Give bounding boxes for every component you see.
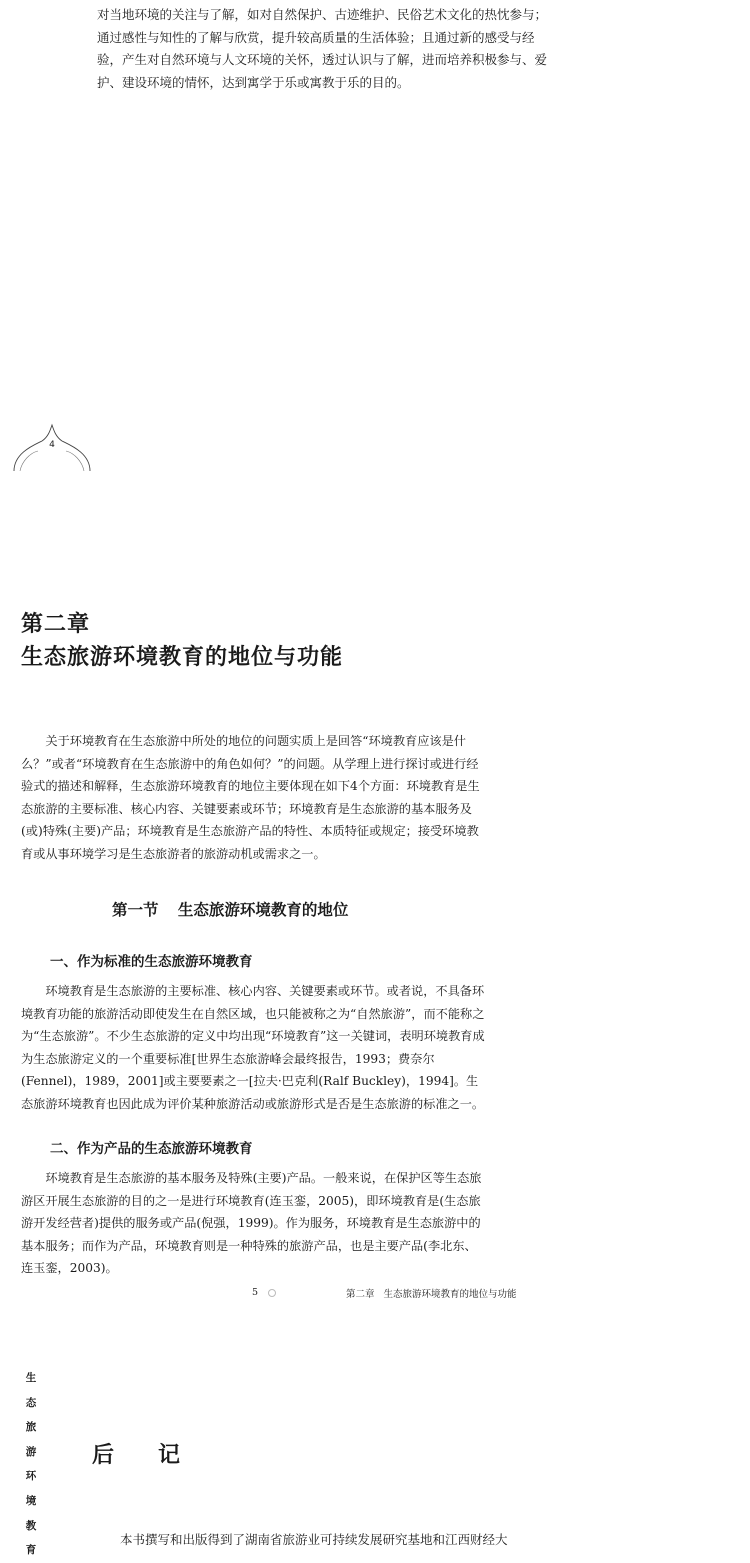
- running-header: 第二章 生态旅游环境教育的地位与功能: [346, 1289, 517, 1300]
- page4-paragraph: 对当地环境的关注与了解，如对自然保护、古迹维护、民俗艺术文化的热忱参与；通过感性与知性的了解与欣赏，提升较高质量的生活体验；且通过新的感受与经验，产生对自然环境与人文环境的关怀，透过认识与了解，进而培养积极参与、爱护、建设环境的情怀，达到寓学于乐或寓教于乐的目的。: [97, 7, 548, 90]
- subsection-paragraph: 环境教育是生态旅游的主要标准、核心内容、关键要素或环节。或者说，不具备环境教育功能的旅游活动即使发生在自然区域，也只能被称之为“自然旅游”，而不能称之为“生态旅游”。不少生态旅游的定义中均出现“环境教育”这一关键词，表明环境教育成为生态旅游定义的一个重要标准[世界生态旅游峰会最终报告，1993；费奈尔(Fennel)，1989，2001]或主要要素之一[拉夫·巴克利(Ralf Buckley)，1994]。生态旅游环境教育也因此成为评价某种旅游活动或旅游形式是否是生态旅游的标准之一。: [21, 984, 485, 1111]
- vertical-side-title: [22, 1366, 40, 1563]
- side-title-char: 育: [25, 1544, 37, 1557]
- afterword-title: 后记: [92, 1442, 225, 1468]
- afterword-first-line: 本书撰写和出版得到了湖南省旅游业可持续发展研究基地和江西财经大: [120, 1532, 508, 1547]
- section-title: 第一节 生态旅游环境教育的地位: [112, 901, 349, 919]
- side-title-char: 教: [25, 1519, 37, 1532]
- subsection-title: 二、作为产品的生态旅游环境教育: [50, 1141, 253, 1157]
- side-title-char: 态: [25, 1396, 37, 1409]
- subsection-paragraph: 环境教育是生态旅游的基本服务及特殊(主要)产品。一般来说，在保护区等生态旅游区开展生态旅游的目的之一是进行环境教育(连玉銮，2005)，即环境教育是(生态旅游开发经营者)提供的服务或产品(倪强，1999)。作为服务，环境教育是生态旅游中的基本服务；而作为产品，环境教育则是一种特殊的旅游产品，也是主要产品(李北东、连玉銮，2003)。: [21, 1171, 482, 1275]
- page-number: 4: [49, 440, 55, 450]
- side-title-char: 旅: [25, 1421, 37, 1434]
- subsection-title: 一、作为标准的生态旅游环境教育: [50, 954, 253, 970]
- side-title-char: 境: [25, 1494, 37, 1507]
- side-title-char: 游: [25, 1445, 37, 1458]
- chapter-label: 第二章: [21, 611, 91, 637]
- side-title-char: 环: [25, 1470, 37, 1483]
- side-title-char: 生: [25, 1372, 37, 1384]
- page-number: 5: [252, 1287, 259, 1298]
- footer-circle-icon: [268, 1289, 276, 1297]
- chapter-intro-paragraph: 关于环境教育在生态旅游中所处的地位的问题实质上是回答“环境教育应该是什么？”或者“环境教育在生态旅游中的角色如何？”的问题。从学理上进行探讨或进行经验式的描述和解释，生态旅游环境教育的地位主要体现在如下4个方面：环境教育是生态旅游的主要标准、核心内容、关键要素或环节；环境教育是生态旅游的基本服务及(或)特殊(主要)产品；环境教育是生态旅游产品的特性、本质特征或规定；接受环境教育或从事环境学习是生态旅游者的旅游动机或需求之一。: [21, 734, 480, 861]
- chapter-title: 生态旅游环境教育的地位与功能: [21, 644, 344, 670]
